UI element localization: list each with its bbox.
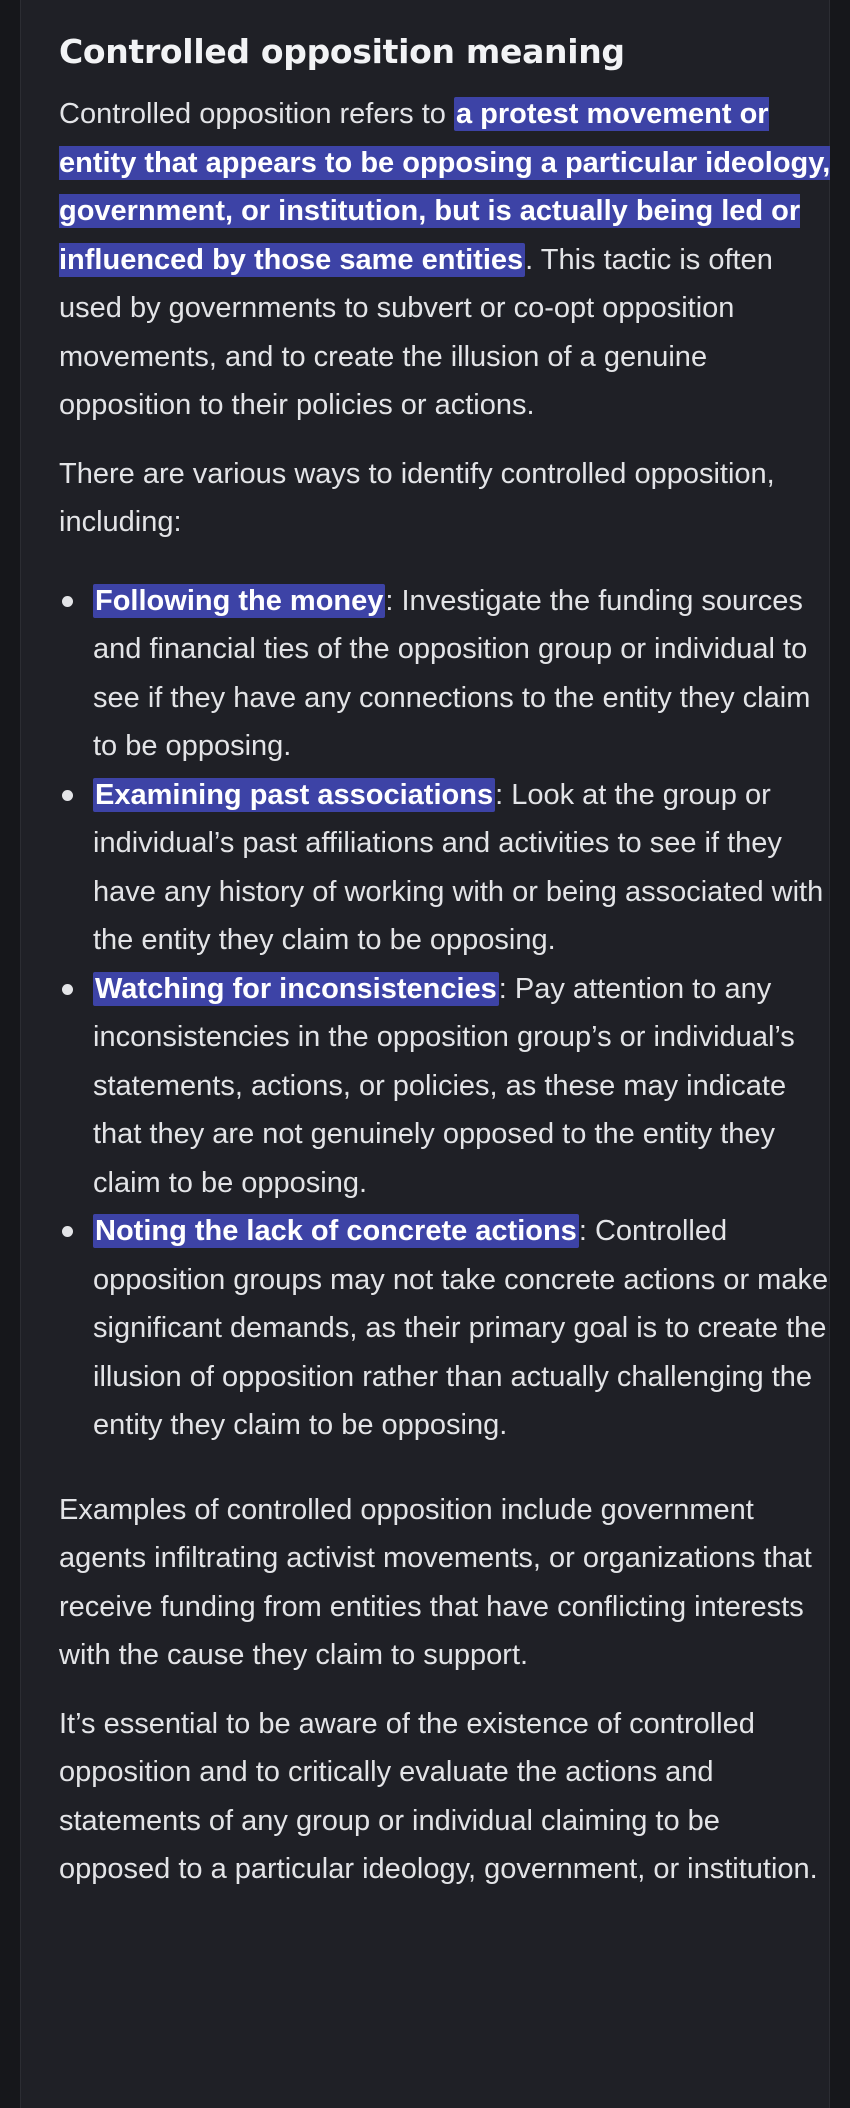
list-item-term-highlight[interactable]: Examining past associations: [95, 778, 494, 811]
list-item-description: : Pay attention to any inconsistencies in the opposition group’s or individual’s statements, actions, or policies, as these may indicate that they are not genuinely opposed to the entity they claim to be opposing.: [93, 972, 795, 1199]
answer-content: [59, 22, 839, 1894]
list-item: [59, 1207, 839, 1450]
list-item-term-highlight[interactable]: Watching for inconsistencies: [95, 972, 497, 1005]
intro-paragraph: [59, 90, 839, 430]
list-item: [59, 965, 839, 1208]
bullet-icon: [62, 1226, 73, 1237]
list-item-description: : Investigate the funding sources and financial ties of the opposition group or individual to see if they have any connections to the entity they claim to be opposing.: [93, 584, 811, 762]
list-item-description: : Look at the group or individual’s past affiliations and activities to see if they have any history of working with or being associated with the entity they claim to be opposing.: [93, 778, 824, 956]
conclusion-paragraph: It’s essential to be aware of the existence of controlled opposition and to critically evaluate the actions and statements of any group or individual claiming to be opposed to a particular ideology, government, or institution.: [59, 1707, 818, 1885]
ways-list: [59, 577, 839, 1450]
list-item-term-highlight[interactable]: Following the money: [95, 584, 384, 617]
examples-paragraph: Examples of controlled opposition include government agents infiltrating activist movements, or organizations that receive funding from entities that have conflicting interests with the cause they claim to support.: [59, 1493, 812, 1671]
definition-highlight[interactable]: a protest movement or entity that appears to be opposing a particular ideology, government, or institution, but is actually being led or influenced by those same entities: [59, 98, 831, 276]
list-item-description: : Controlled opposition groups may not take concrete actions or make significant demands, as their primary goal is to create the illusion of opposition rather than actually challenging the entity they claim to be opposing.: [93, 1215, 829, 1441]
list-item: [59, 771, 839, 965]
list-item: [59, 577, 839, 771]
intro-text-before: Controlled opposition refers to: [59, 98, 454, 130]
intro-text-after: . This tactic is often used by governments to subvert or co-opt opposition movements, and to create the illusion of a genuine opposition to their policies or actions.: [59, 243, 773, 421]
list-item-term-highlight[interactable]: Noting the lack of concrete actions: [95, 1215, 577, 1247]
bullet-icon: [62, 596, 73, 607]
ways-intro-paragraph: There are various ways to identify controlled opposition, including:: [59, 457, 775, 538]
article-title: Controlled opposition meaning: [59, 32, 625, 71]
answer-card: [20, 0, 830, 2108]
bullet-icon: [62, 984, 73, 995]
bullet-icon: [62, 790, 73, 801]
